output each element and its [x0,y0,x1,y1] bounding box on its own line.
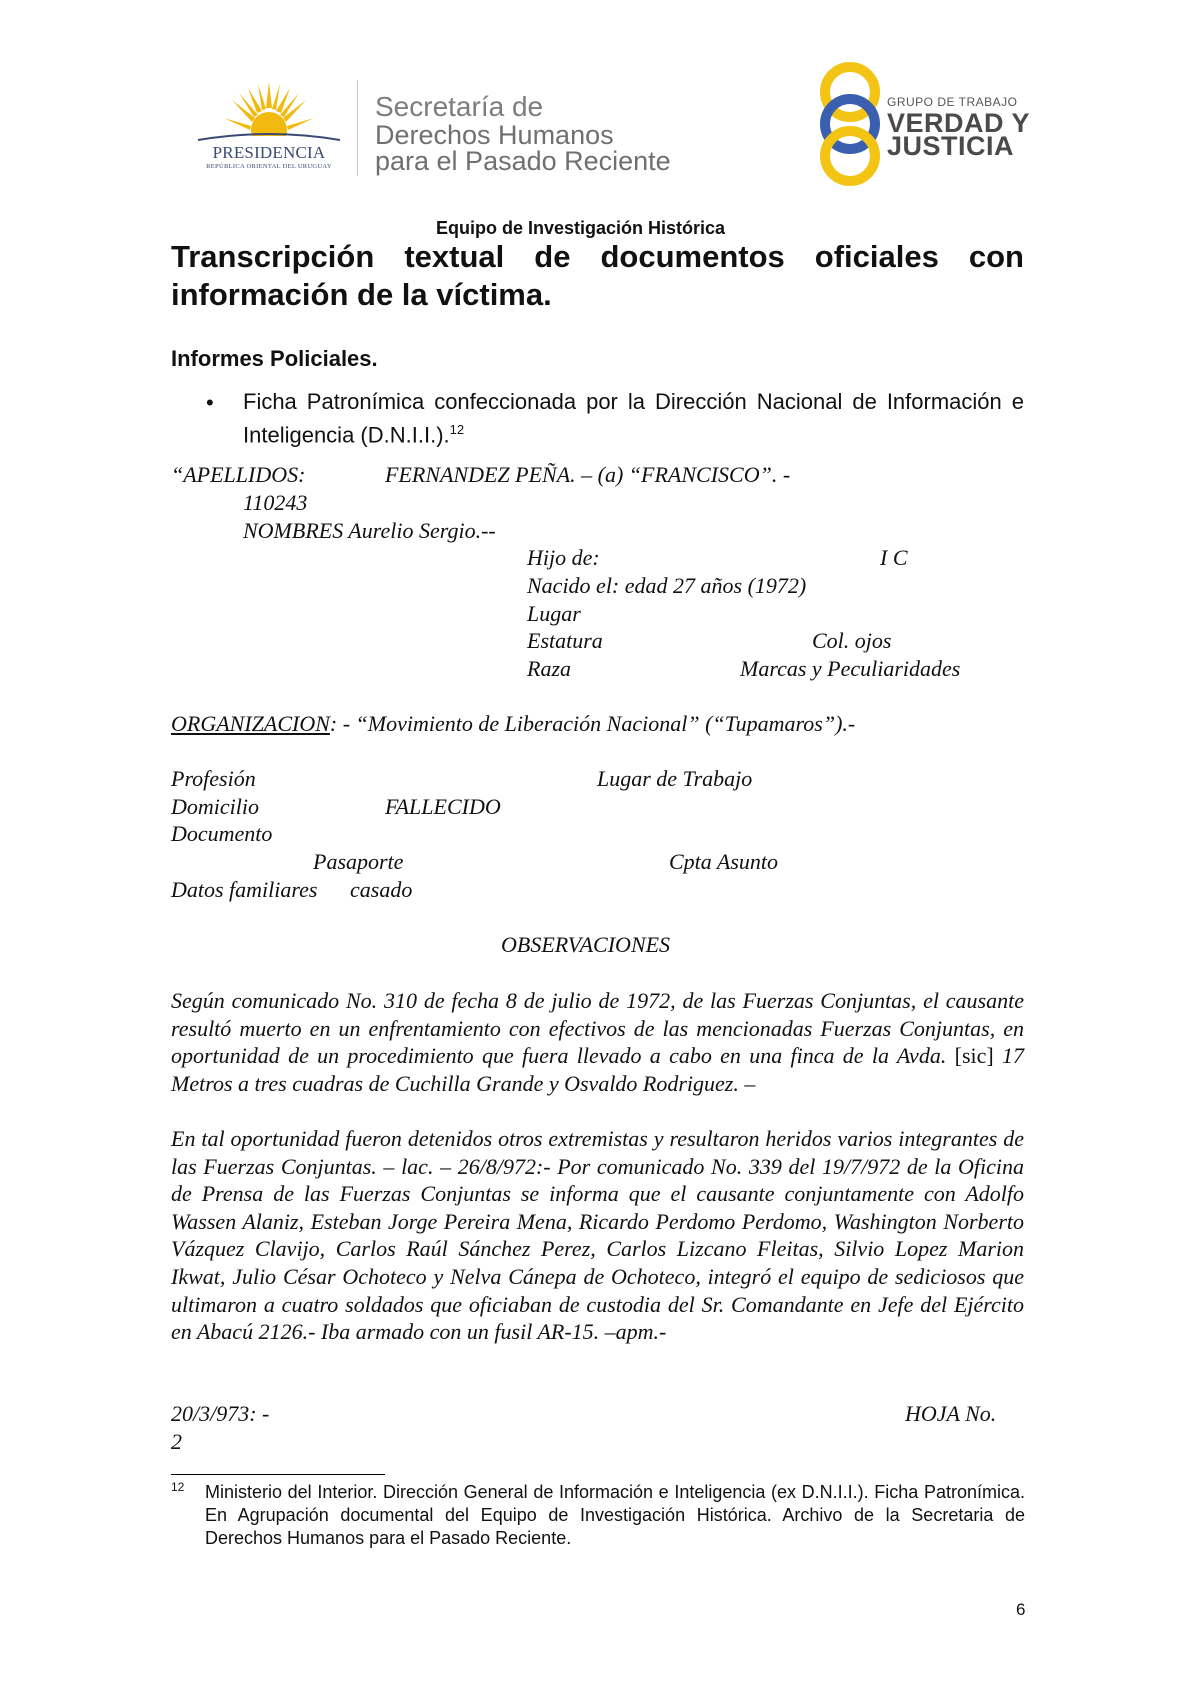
apellidos-value: FERNANDEZ PEÑA. – (a) “FRANCISCO”. - [385,462,791,487]
header-divider [357,80,358,176]
footnote-text: Ministerio del Interior. Dirección General de Información e Inteligencia (ex D.N.I.I.). Ficha Patronímica. En Agrupación documental del Equipo de Investigación Histórica. Archivo de la Secretaria de Derechos Humanos para el Pasado Reciente. [205,1482,1025,1548]
profesion-label: Profesión [171,766,256,791]
secretaria-line-2: Derechos Humanos [375,120,614,150]
datos-familiares-label: Datos familiares [171,877,318,902]
observaciones-paragraph-2: En tal oportunidad fueron detenidos otros extremistas y resultaron heridos varios integrantes de las Fuerzas Conjuntas. – lac. – 26/8/972:- Por comunicado No. 339 del 19/7/972 de la Oficina de Prensa de las Fuerzas Conjuntas se informa que el causante conjuntamente con Adolfo Wassen Alaniz, Esteban Jorge Pereira Mena, Ricardo Perdomo Perdomo, Washington Norberto Vázquez Clavijo, Carlos Raúl Sánchez Perez, Carlos Lizcano Fleitas, Silvio Lopez Marion Ikwat, Julio César Ochoteco y Nelva Cánepa de Ochoteco, integró el equipo de sediciosos que ultimaron a cuatro soldados que oficiaban de custodia del Sr. Comandante en Jefe del Ejército en Abacú 2126.- Iba armado con un fusil AR-15. –apm.- [171,1126,1024,1345]
record-date: 20/3/973: - [171,1401,270,1426]
bullet-text: Ficha Patronímica confeccionada por la Dirección Nacional de Información e Inteligencia (D.N.I.I.). [243,389,1024,448]
gtvj-small-label: GRUPO DE TRABAJO [887,95,1018,109]
footnote-reference: 12 [449,422,465,437]
raza-label: Raza [527,656,571,681]
casado-value: casado [350,877,413,902]
hijo-de-label: Hijo de: [527,545,600,570]
pasaporte-label: Pasaporte [313,849,404,874]
footnote-separator [171,1474,385,1475]
page-number: 6 [1016,1600,1026,1619]
documento-label: Documento [171,821,273,846]
estatura-label: Estatura [527,628,603,653]
interlocked-rings-icon [810,60,890,188]
hoja-label: HOJA No. [905,1401,997,1426]
bullet-item [243,388,1024,449]
secretaria-line-1: Secretaría de [375,91,544,122]
lugar-label: Lugar [527,601,581,626]
obs-p1-part-b: 17 Metros a tres cuadras de Cuchilla Grande y Osvaldo Rodriguez. – [171,1043,1025,1096]
marcas-label: Marcas y Peculiaridades [740,656,961,681]
col-ojos-label: Col. ojos [812,628,892,653]
bullet-marker: • [206,390,214,415]
lugar-trabajo-label: Lugar de Trabajo [597,766,753,791]
section-heading: Informes Policiales. [171,346,378,371]
sic-marker: [sic] [954,1043,994,1069]
verdad-justicia-logo [810,60,890,188]
secretaria-line-3: para el Pasado Reciente [375,146,671,176]
ic-initials: I C [880,545,908,570]
organizacion-label: ORGANIZACION [171,711,330,736]
presidencia-subtitle: REPÚBLICA ORIENTAL DEL URUGUAY [206,163,332,170]
obs-p1-part-a: Según comunicado No. 310 de fecha 8 de julio de 1972, de las Fuerzas Conjuntas, el causante resultó muerto en un enfrentamiento con efectivos de las mencionadas Fuerzas Conjuntas, en oportunidad de un procedimiento que fuera llevado a cabo en una finca de la Avda. [171,988,1024,1069]
domicilio-label: Domicilio [171,794,259,819]
gtvj-line-2: JUSTICIA [887,131,1015,161]
record-number: 110243 [243,490,308,515]
observaciones-heading: OBSERVACIONES [501,932,671,957]
team-name: Equipo de Investigación Histórica [436,218,726,238]
fallecido-value: FALLECIDO [385,794,501,819]
organizacion-line [171,711,855,737]
cpta-asunto-label: Cpta Asunto [669,849,779,874]
nacido-el: Nacido el: edad 27 años (1972) [527,573,807,598]
footnote-number: 12 [171,1480,185,1494]
apellidos-label: “APELLIDOS: [171,462,306,487]
organizacion-value: : - “Movimiento de Liberación Nacional” (“Tupamaros”).- [329,711,856,736]
document-title: Transcripción textual de documentos oficiales con información de la víctima. [171,239,1024,312]
gtvj-line-1: VERDAD Y [887,108,1031,138]
nombres: NOMBRES Aurelio Sergio.-- [243,518,496,543]
observaciones-paragraph-1 [171,987,1024,1097]
presidencia-name: PRESIDENCIA [212,143,326,162]
sun-emblem-icon [196,78,342,148]
hoja-number: 2 [171,1429,182,1454]
